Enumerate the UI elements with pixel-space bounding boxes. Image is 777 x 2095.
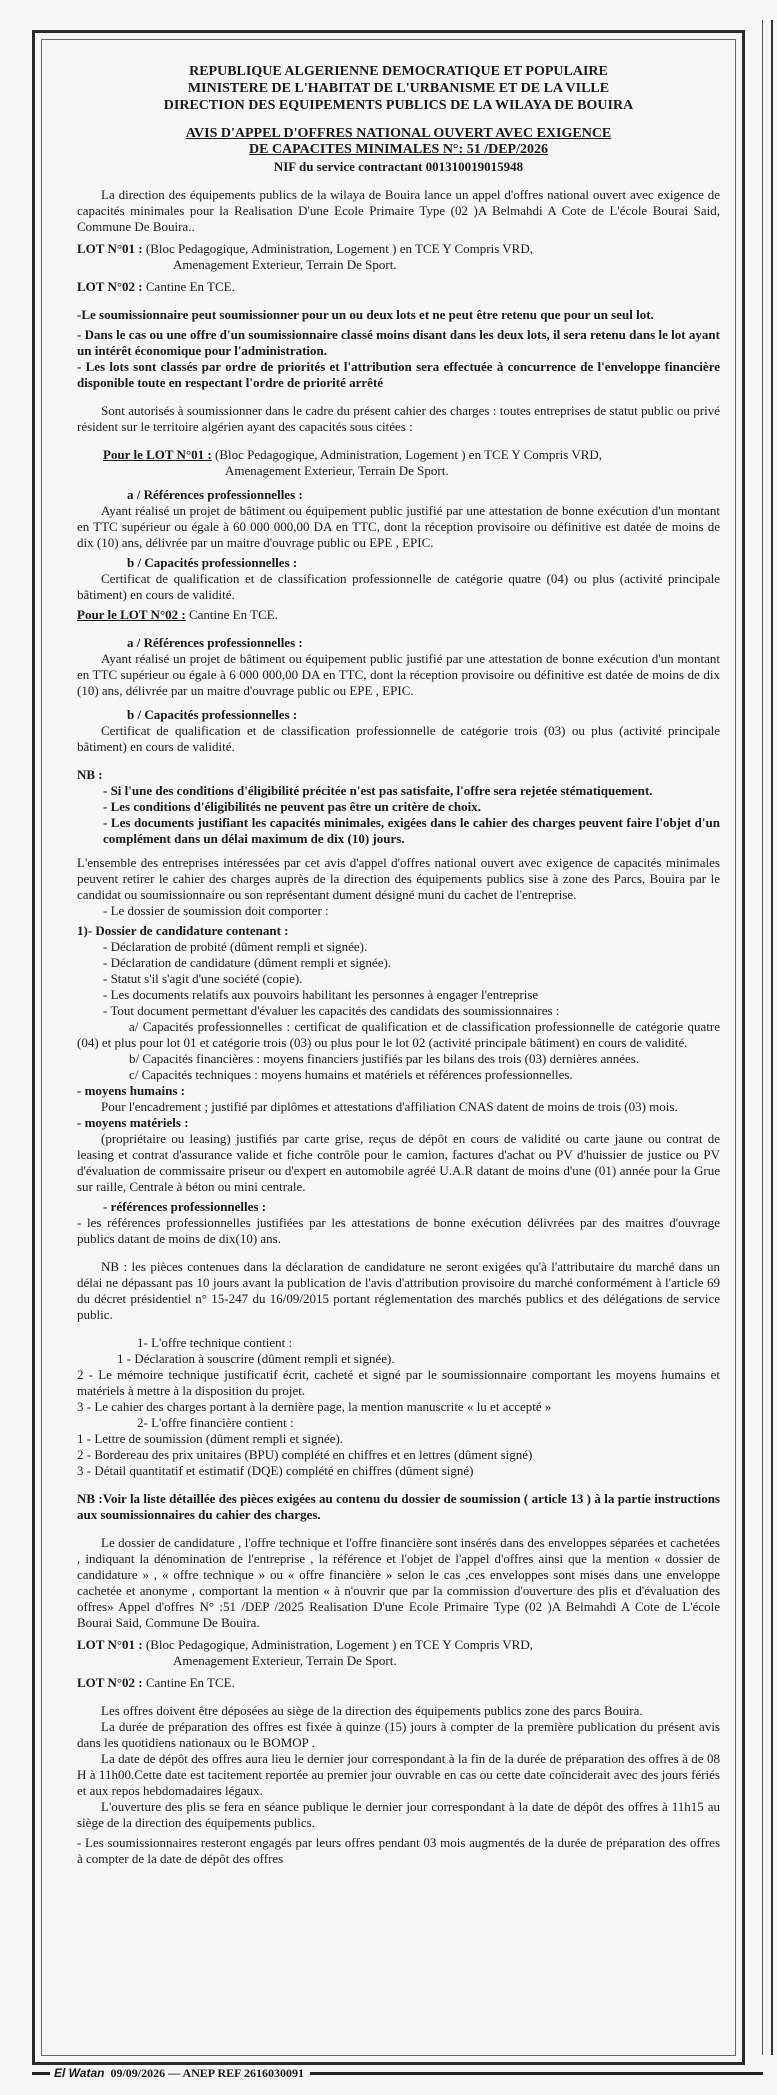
footer-ref: 09/09/2026 — ANEP REF 2616030091 <box>110 2065 305 2080</box>
intro-paragraph: La direction des équipements publics de la wilaya de Bouira lance un appel d'offres national ouvert avec exigence de capacités minimales pour la Realisation D'une Ecole Primaire Type (02 )A Belmahdi A Cote de L'école Bourai Said, Commune De Bouira.. <box>77 187 720 234</box>
closing-p2: La durée de préparation des offres est fixée à quinze (15) jours à compter de la première publication du présent avis dans les quotidiens nationaux ou le BOMOP . <box>77 1719 720 1750</box>
lot-2-b-text: Certificat de qualification et de classification professionnelle de catégorie trois (03) ou plus (activité principale bâtiment) en cours de validité. <box>77 723 720 754</box>
rule-3: - Les lots sont classés par ordre de priorités et l'attribution sera effectuée à concurrence de l'enveloppe financière disponible toute en respectant l'ordre de priorité arrêté <box>77 359 720 390</box>
lot-2-requirements <box>77 607 720 755</box>
candidature-item-5: - Tout document permettant d'évaluer les capacités des candidats des soumissionnaires : <box>103 1003 560 1018</box>
lot-2 <box>77 279 720 295</box>
lot-1-req-text: (Bloc Pedagogique, Administration, Logement ) en TCE Y Compris VRD, <box>214 447 603 462</box>
moyens-humains-text: Pour l'encadrement ; justifié par diplômes et attestations d'affiliation CNAS datent de moins de trois (03) mois. <box>101 1099 678 1114</box>
candidature-item-4: - Les documents relatifs aux pouvoirs habilitant les personnes à engager l'entreprise <box>103 987 539 1002</box>
dossier-intro: - Le dossier de soumission doit comporter : <box>103 903 329 918</box>
candidature-item-1: - Déclaration de probité (dûment rempli et signée). <box>103 939 368 954</box>
lot-2-label: LOT N°02 : <box>77 279 143 294</box>
footer-rule-right <box>310 2072 763 2075</box>
nb-1-line-2: - Les conditions d'éligibilités ne peuvent pas être un critère de choix. <box>103 799 481 814</box>
lot-1-b-title: b / Capacités professionnelles : <box>127 555 298 570</box>
candidature-capacity-b: b/ Capacités financières : moyens financiers justifiés par les bilans des trois (03) dernières années. <box>129 1051 640 1066</box>
lot-2-text: Cantine En TCE. <box>145 279 235 294</box>
ministry-header <box>77 63 720 114</box>
header-line-3: DIRECTION DES EQUIPEMENTS PUBLICS DE LA WILAYA DE BOUIRA <box>163 98 634 113</box>
lot-1-repeat-text-2: Amenagement Exterieur, Terrain De Sport. <box>173 1653 397 1668</box>
lot-1-requirements <box>77 447 720 603</box>
footer <box>32 2062 777 2084</box>
offre-technique-item-2: 2 - Le mémoire technique justificatif écrit, cacheté et signé par le soumissionnaire comportant les moyens humains et matériels à mettre à la disposition du projet. <box>77 1367 720 1398</box>
footer-rule-left <box>32 2072 50 2075</box>
candidature-title: 1)- Dossier de candidature contenant : <box>77 923 289 938</box>
lot-1 <box>77 241 720 273</box>
references-text: - les références professionnelles justifiées par les attestations de bonne exécution délivrées par des maitres d'ouvrage publics datant de moins de dix(10) ans. <box>77 1215 720 1246</box>
lot-1-b-text: Certificat de qualification et de classification professionnelle de catégorie quatre (04) ou plus (activité principale bâtiment) en cours de validité. <box>77 571 720 602</box>
closing-p3: La date de dépôt des offres aura lieu le dernier jour correspondant à la fin de la durée de préparation des offres à de 08 H à 11h00.Cette date est tacitement reportée au premier jour ouvrable en cas ou cette date coïnciderait avec des jours fériés et aux repos hebdomadaires légaux. <box>77 1751 720 1798</box>
candidature-capacity-a: a/ Capacités professionnelles : certificat de qualification et de classification professionnelle de catégorie quatre (04) et plus pour lot 01 et catégorie trois (03) ou plus pour le lot 02 (activité principale bâtiment) en cours de validité. <box>77 1019 720 1050</box>
offre-technique-item-1: 1 - Déclaration à souscrire (dûment rempli et signée). <box>117 1351 395 1366</box>
lot-1-a-text: Ayant réalisé un projet de bâtiment ou équipement public justifié par une attestation de bonne exécution d'un montant en TTC supérieur ou égale à 60 000 000,00 DA en TTC, dont la réception provisoire ou définitive est datée de moins de dix (10) ans, délivrée par un maitre d'ouvrage public ou EPE , EPIC. <box>77 503 720 550</box>
candidature-section <box>77 923 720 1083</box>
offre-financiere-item-2: 2 - Bordereau des prix unitaires (BPU) complété en chiffres et en lettres (dûment signé) <box>77 1447 533 1462</box>
adjacent-column-edge <box>762 20 773 2055</box>
title-line-2: DE CAPACITES MINIMALES N°: 51 /DEP/2026 <box>249 142 548 157</box>
retrieve-paragraph: L'ensemble des entreprises intéressées par cet avis d'appel d'offres national ouvert avec exigence de capacités minimales peuvent retirer le cahier des charges auprès de la direction des équipements publics sise à zone des Parcs, Bouira par le candidat ou soumissionnaire ou son représentant dument désigné muni du cachet de l'entreprise. <box>77 855 720 902</box>
lot-2-req-text: Cantine En TCE. <box>188 607 278 622</box>
nif-line: NIF du service contractant 001310019015948 <box>273 159 524 174</box>
lot-1-req-text-2: Amenagement Exterieur, Terrain De Sport. <box>225 463 449 478</box>
closing-p1: Les offres doivent être déposées au siège de la direction des équipements publics zone des parcs Bouira. <box>101 1703 643 1718</box>
nb-liste-pieces: NB :Voir la liste détaillée des pièces exigées au contenu du dossier de soumission ( article 13 ) à la partie instructions aux soumissionnaires du cahier des charges. <box>77 1491 720 1522</box>
offre-financiere-section <box>77 1415 720 1479</box>
lot-1-a-title: a / Références professionnelles : <box>127 487 303 502</box>
candidature-capacity-c: c/ Capacités techniques : moyens humains et matériels et références professionnelles. <box>129 1067 573 1082</box>
lot-2-b-title: b / Capacités professionnelles : <box>127 707 298 722</box>
nb-eligibility <box>77 767 720 847</box>
moyens-materiels-title: - moyens matériels : <box>77 1115 189 1130</box>
lot-1-req-label: Pour le LOT N°01 : <box>103 447 212 462</box>
nb-1-label: NB : <box>77 767 103 782</box>
lot-1-repeat-text: (Bloc Pedagogique, Administration, Logement ) en TCE Y Compris VRD, <box>145 1637 533 1652</box>
offre-financiere-title: 2- L'offre financière contient : <box>137 1415 294 1430</box>
lot-2-repeat-label: LOT N°02 : <box>77 1675 143 1690</box>
nb-1-line-3: - Les documents justifiant les capacités minimales, exigées dans le cahier des charges peuvent faire l'objet d'un complément dans un délai maximum de dix (10) jours. <box>103 815 720 846</box>
offre-technique-section <box>77 1335 720 1415</box>
notice-frame <box>32 30 745 2065</box>
closing-section <box>77 1703 720 1867</box>
nb-1-line-1: - Si l'une des conditions d'éligibilité précitée n'est pas satisfaite, l'offre sera rejetée stématiquement. <box>103 783 653 798</box>
header-line-2: MINISTERE DE L'HABITAT DE L'URBANISME ET DE LA VILLE <box>187 81 610 96</box>
moyens-section <box>77 1083 720 1247</box>
authorized-paragraph: Sont autorisés à soumissionner dans le cadre du présent cahier des charges : toutes entreprises de statut public ou privé résident sur le territoire algérien ayant des capacités sous citées : <box>77 403 720 434</box>
lot-2-a-text: Ayant réalisé un projet de bâtiment ou équipement public justifié par une attestation de bonne exécution d'un montant en TTC supérieur ou égale à 6 000 000,00 DA en TTC, dont la réception provisoire ou définitive est datée de moins de dix (10) ans, délivrée par un maitre d'ouvrage public ou EPE , EPIC. <box>77 651 720 698</box>
notice-title <box>77 126 720 158</box>
lot-1-repeat <box>77 1637 720 1669</box>
candidature-item-2: - Déclaration de candidature (dûment rempli et signée). <box>103 955 392 970</box>
lot-1-label: LOT N°01 : <box>77 241 143 256</box>
closing-p4: L'ouverture des plis se fera en séance publique le dernier jour correspondant à la date de dépôt des offres à 11h15 au siège de la direction des équipements publics. <box>77 1799 720 1830</box>
footer-brand: El Watan <box>54 2066 105 2080</box>
closing-p5: - Les soumissionnaires resteront engagés par leurs offres pendant 03 mois augmentés de la durée de préparation des offres à compter de la date de dépôt des offres <box>77 1835 720 1866</box>
nb-pieces: NB : les pièces contenues dans la déclaration de candidature ne seront exigées qu'à l'attributaire du marché dans un délai ne dépassant pas 10 jours avant la publication de l'avis d'attribution provisoire du marché conformément à l'article 69 du décret présidentiel n° 15-247 du 16/09/2015 portant réglementation des marchés publics et des délégations de service public. <box>77 1259 720 1322</box>
offre-financiere-item-3: 3 - Détail quantitatif et estimatif (DQE) complété en chiffres (dûment signé) <box>77 1463 474 1478</box>
lot-1-text-2: Amenagement Exterieur, Terrain De Sport. <box>173 257 397 272</box>
lot-2-repeat-text: Cantine En TCE. <box>145 1675 235 1690</box>
candidature-item-3: - Statut s'il s'agit d'une société (copie). <box>103 971 303 986</box>
lot-2-req-label: Pour le LOT N°02 : <box>77 607 186 622</box>
title-line-1: AVIS D'APPEL D'OFFRES NATIONAL OUVERT AVEC EXIGENCE <box>185 126 612 141</box>
envelopes-paragraph: Le dossier de candidature , l'offre technique et l'offre financière sont insérés dans des enveloppes séparées et cachetées , indiquant la dénomination de l'entreprise , la référence et l'objet de l'appel d'offres ainsi que la mention « dossier de candidature » , « offre technique » ou « offre financière » selon le cas ,ces enveloppes sont mises dans une enveloppe cachetée et anonyme , comportant la mention « à n'ouvrir que par la commission d'ouverture des plis et d'évaluation des offres» Appel d'offres N° :51 /DEP /2025 Realisation D'une Ecole Primaire Type (02 )A Belmahdi A Cote de L'école Bourai Said, Commune De Bouira. <box>77 1535 720 1630</box>
offre-technique-title: 1- L'offre technique contient : <box>137 1335 293 1350</box>
lot-2-repeat <box>77 1675 720 1691</box>
rule-1: -Le soumissionnaire peut soumissionner pour un ou deux lots et ne peut être retenu que pour un seul lot. <box>77 307 654 322</box>
references-title: - références professionnelles : <box>103 1199 267 1214</box>
offre-financiere-item-1: 1 - Lettre de soumission (dûment rempli et signée). <box>77 1431 344 1446</box>
rule-2: - Dans le cas ou une offre d'un soumissionnaire classé moins disant dans les deux lots, il sera retenu dans le lot ayant un intérêt économique pour l'administration. <box>77 327 720 358</box>
lot-2-a-title: a / Références professionnelles : <box>127 635 303 650</box>
moyens-humains-title: - moyens humains : <box>77 1083 185 1098</box>
moyens-materiels-text: (propriétaire ou leasing) justifiés par carte grise, reçus de dépôt en cours de validité ou carte jaune ou contrat de leasing et contrat d'assurance valide et fiche contrôle pour le camion, factures d'achat ou PV d'huissier de justice ou PV d'évaluation de commissaire priseur ou d'expert en automobile agréé U.A.R datant de moins d'une (01) année pour la Grue sur raille, Centrale à béton ou mini centrale. <box>77 1131 720 1194</box>
lot-1-repeat-label: LOT N°01 : <box>77 1637 143 1652</box>
header-line-1: REPUBLIQUE ALGERIENNE DEMOCRATIQUE ET POPULAIRE <box>189 64 608 79</box>
offre-technique-item-3: 3 - Le cahier des charges portant à la dernière page, la mention manuscrite « lu et accepté » <box>77 1399 552 1414</box>
lot-1-text: (Bloc Pedagogique, Administration, Logement ) en TCE Y Compris VRD, <box>145 241 533 256</box>
